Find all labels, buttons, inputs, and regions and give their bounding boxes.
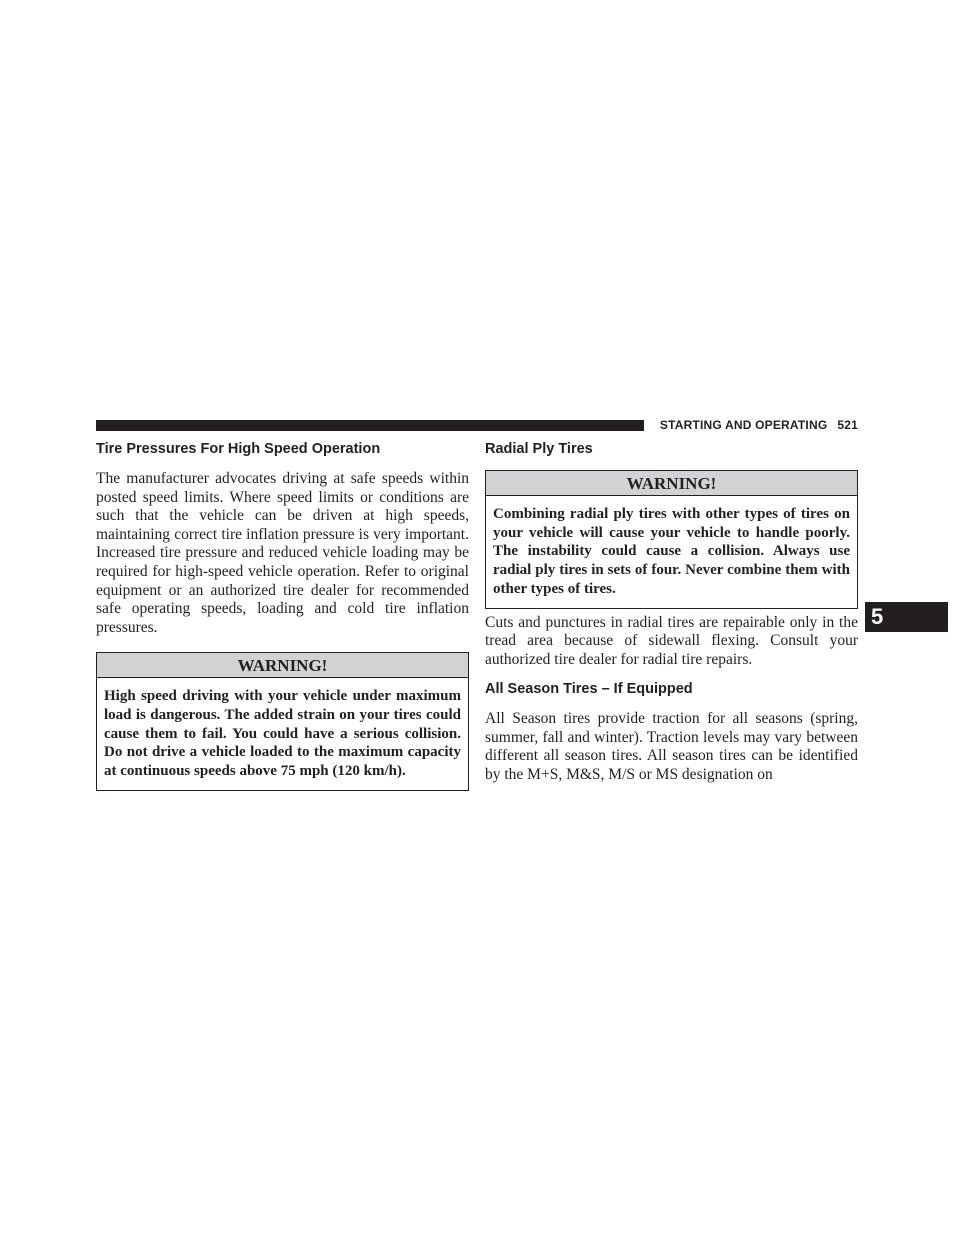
running-header bbox=[660, 418, 858, 432]
warning-title: WARNING! bbox=[97, 653, 468, 678]
heading-high-speed-tire-pressures: Tire Pressures For High Speed Operation bbox=[96, 441, 381, 457]
chapter-tab: 5 bbox=[865, 602, 948, 632]
paragraph-radial-repairs: Cuts and punctures in radial tires are repairable only in the tread area because of sidewall flexing. Consult your authorized tire dealer for radial tire repairs. bbox=[485, 613, 858, 668]
warning-title: WARNING! bbox=[486, 471, 857, 496]
right-column bbox=[485, 436, 858, 785]
section-title: STARTING AND OPERATING bbox=[659, 418, 828, 432]
left-column bbox=[96, 436, 469, 791]
header-rule bbox=[96, 420, 644, 431]
page-number: 521 bbox=[837, 418, 858, 432]
heading-all-season-tires: All Season Tires – If Equipped bbox=[485, 681, 693, 698]
heading-radial-ply-tires: Radial Ply Tires bbox=[485, 441, 593, 457]
warning-text: High speed driving with your vehicle under maximum load is dangerous. The added strain on your tires could cause them to fail. You could have a serious collision. Do not drive a vehicle loaded to the maximum capacity at continuous speeds above 75 mph (120 km/h). bbox=[104, 688, 461, 780]
warning-text: Combining radial ply tires with other types of tires on your vehicle will cause your vehicle to handle poorly. The instability could cause a collision. Always use radial ply tires in sets of four. Never combine them with other types of tires. bbox=[493, 506, 850, 597]
warning-box-high-speed bbox=[96, 652, 469, 791]
paragraph-all-season: All Season tires provide traction for all seasons (spring, summer, fall and winter). Traction levels may vary between different all season tires. All season tires can be identified by the M+S, M&S, M/S or MS designation on bbox=[485, 710, 858, 784]
paragraph-high-speed: The manufacturer advocates driving at safe speeds within posted speed limits. Where speed limits or conditions are such that the vehicle can be driven at high speeds, maintaining correct tire inflation pressure is very important. Increased tire pressure and reduced vehicle loading may be required for high-speed vehicle operation. Refer to original equipment or an authorized tire dealer for recommended safe operating speeds, loading and cold tire inflation pressures. bbox=[96, 470, 469, 636]
warning-box-radial bbox=[485, 470, 858, 609]
